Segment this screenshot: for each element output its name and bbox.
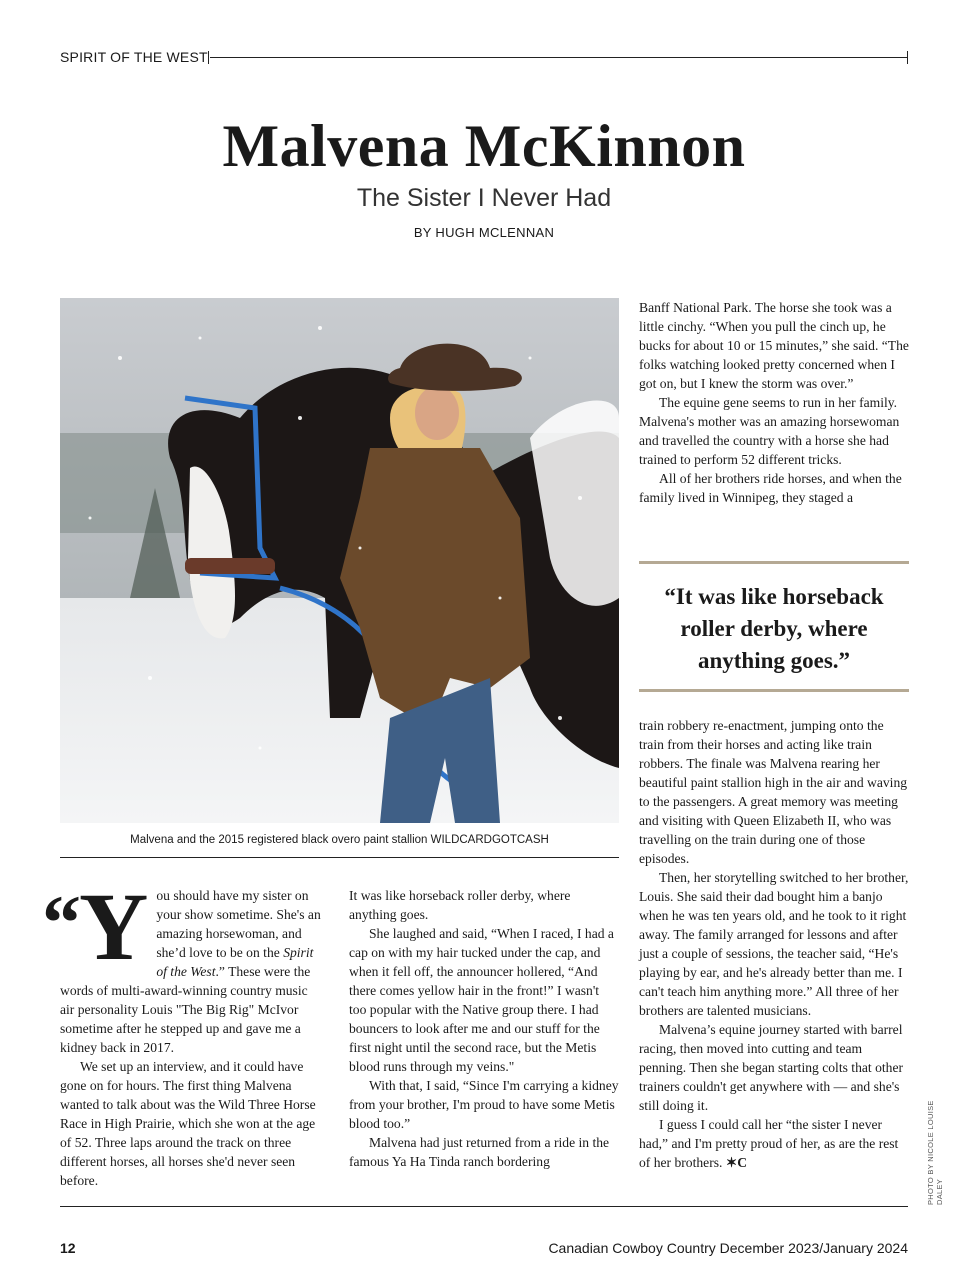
caption-rule (60, 857, 619, 858)
byline: BY HUGH MCLENNAN (413, 225, 555, 240)
end-mark: ✶C (725, 1155, 748, 1170)
photo-credit: PHOTO BY NICOLE LOUISE DALEY (926, 1100, 944, 1205)
publication-footer: Canadian Cowboy Country December 2023/January 2024 (548, 1240, 908, 1256)
body-paragraph: We set up an interview, and it could have gone on for hours. The first thing Malvena wanted to talk about was the Wild Three Horse Race in High Prairie, which she won at the age of 52. Three laps around the track on three different horses, all horses she'd never seen before. (60, 1059, 316, 1188)
body-column-3-top (639, 298, 909, 507)
body-paragraph: train robbery re-enactment, jumping onto the train from their horses and acting like train robbers. The finale was Malvena rearing her beautiful paint stallion high in the air and waving to the passengers. A great memory was meeting and visiting with Queen Elizabeth II, who was travelling on the train during one of those episodes. (639, 718, 908, 866)
drop-cap: “Y (42, 873, 149, 980)
pullquote-rule-top (639, 561, 909, 564)
body-column-2 (349, 886, 619, 1171)
header-rule (210, 57, 908, 58)
article-subtitle: The Sister I Never Had (356, 184, 612, 212)
body-paragraph: I guess I could call her “the sister I never had,” and I'm pretty proud of her, as are the rest of her brothers. ✶C (639, 1117, 899, 1170)
body-paragraph: Malvena’s equine journey started with barrel racing, then moved into cutting and team penning. Then she began starting colts that other trainers couldn't get anywhere with — and she's still doing it. (639, 1022, 904, 1113)
pullquote-rule-bottom (639, 689, 909, 692)
body-paragraph: It was like horseback roller derby, where anything goes. (349, 888, 571, 922)
footer-rule (60, 1206, 908, 1207)
pullquote: “It was like horseback roller derby, where anything goes.” (664, 584, 884, 673)
body-column-1 (42, 873, 322, 1190)
body-paragraph: All of her brothers ride horses, and when the family lived in Winnipeg, they staged a (639, 471, 902, 505)
article-photo (60, 298, 619, 823)
body-paragraph: Then, her storytelling switched to her brother, Louis. She said their dad bought him a banjo when he was ten years old, and he took to it right away. The family arranged for lessons and after just a couple of sessions, the teacher said, “He's playing by ear, and he's already better than me. I can't teach him anything more.” All three of her brothers are talented musicians. (639, 870, 909, 1018)
body-paragraph: The equine gene seems to run in her family. Malvena's mother was an amazing horsewoman and travelled the country with a horse she had trained to perform 52 different tricks. (639, 395, 900, 467)
body-paragraph: She laughed and said, “When I raced, I had a cap on with my hair tucked under the cap, and when it fell off, the announcer hollered, “And there comes yellow hair in the front!” I wasn't too popular with the Native group there. I had bouncers to look after me and our stuff for the first night until the second race, but the Metis blood runs through my veins." (349, 926, 614, 1074)
header-rule-tick (208, 51, 209, 64)
body-paragraph: Banff National Park. The horse she took was a little cinchy. “When you pull the cinch up, he bucks for about 10 or 15 minutes,” she said. “The folks watching looked pretty concerned when I got on, but I knew the storm was over.” (639, 300, 909, 391)
body-paragraph: “Y ou should have my sister on your show sometime. She's an amazing horsewoman, and she’d love to be on the Spirit of the West.” These were the words of multi-award-winning country music air personality Louis "The Big Rig" McIvor sometime after he stepped up and gave me a kidney back in 2017. (42, 873, 321, 1055)
photo-caption: Malvena and the 2015 registered black overo paint stallion WILDCARDGOTCASH (130, 834, 549, 846)
section-header: SPIRIT OF THE WEST (60, 49, 208, 65)
body-paragraph: Malvena had just returned from a ride in the famous Ya Ha Tinda ranch bordering (349, 1135, 610, 1169)
body-paragraph: With that, I said, “Since I'm carrying a kidney from your brother, I'm proud to have some Metis blood too.” (349, 1078, 619, 1131)
page-number: 12 (60, 1240, 76, 1256)
body-column-3-bottom (639, 716, 909, 1172)
header-rule-tick (907, 51, 908, 64)
article-title: Malvena McKinnon (222, 113, 746, 179)
